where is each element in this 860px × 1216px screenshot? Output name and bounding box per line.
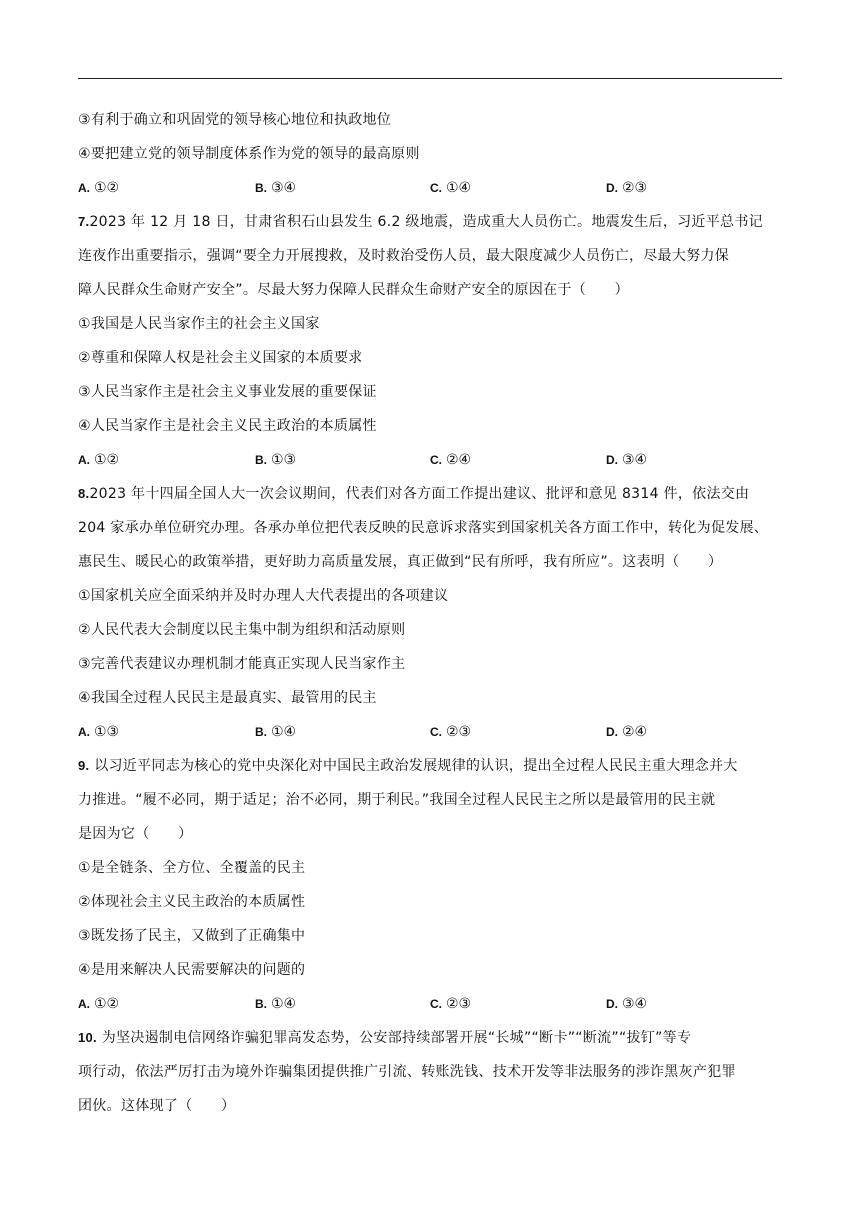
question-9 — [78, 749, 782, 1021]
option-text: ③④ — [622, 452, 648, 468]
statement-item: ③有利于确立和巩固党的领导核心地位和执政地位 — [78, 112, 392, 128]
question-number: 8. — [78, 486, 90, 501]
question-stem — [78, 477, 782, 511]
option-d[interactable] — [606, 443, 647, 477]
option-letter: C. — [430, 997, 442, 1011]
option-text: ②③ — [446, 996, 472, 1012]
option-text: ②③ — [622, 180, 648, 196]
stem-text: 项行动，依法严厉打击为境外诈骗集团提供推广引流、转账洗钱、技术开发等非法服务的涉诈黑灰产犯罪 — [78, 1064, 736, 1080]
question-10 — [78, 1021, 782, 1123]
option-letter: A. — [78, 997, 90, 1011]
question-stem — [78, 205, 782, 239]
statement-item: ②体现社会主义民主政治的本质属性 — [78, 894, 306, 910]
question-stem — [78, 749, 782, 783]
option-letter: B. — [255, 725, 267, 739]
option-d[interactable] — [606, 715, 647, 749]
option-d[interactable] — [606, 171, 647, 205]
stem-text: 力推进。“履不必同，期于适足；治不必同，期于利民。”我国全过程人民民主之所以是最管用的民主就 — [78, 792, 716, 808]
statement-item: ③既发扬了民主，又做到了正确集中 — [78, 928, 306, 944]
option-b[interactable] — [255, 715, 296, 749]
statement-item: ①是全链条、全方位、全覆盖的民主 — [78, 860, 306, 876]
option-text: ③④ — [622, 996, 648, 1012]
stem-text: 惠民生、暖民心的政策举措，更好助力高质量发展，真正做到“民有所呼，我有所应”。这表明（ ） — [78, 554, 723, 570]
option-letter: A. — [78, 181, 90, 195]
option-text: ①② — [94, 180, 120, 196]
statement-item: ③完善代表建议办理机制才能真正实现人民当家作主 — [78, 656, 406, 672]
option-text: ①③ — [94, 724, 120, 740]
statement-item: ③人民当家作主是社会主义事业发展的重要保证 — [78, 384, 377, 400]
stem-text: 204 家承办单位研究办理。各承办单位把代表反映的民意诉求落实到国家机关各方面工作中，转化为促发展、 — [78, 520, 769, 536]
question-number: 7. — [78, 214, 90, 229]
option-a[interactable] — [78, 443, 119, 477]
stem-text: 障人民群众生命财产安全”。尽最大努力保障人民群众生命财产安全的原因在于（ ） — [78, 282, 629, 298]
option-text: ②③ — [446, 724, 472, 740]
stem-text: 以习近平同志为核心的党中央深化对中国民主政治发展规律的认识，提出全过程人民民主重大理念并大 — [89, 758, 738, 774]
answer-options — [78, 715, 782, 749]
option-letter: C. — [430, 453, 442, 467]
stem-text: 2023 年 12 月 18 日，甘肃省积石山县发生 6.2 级地震，造成重大人员伤亡。地震发生后，习近平总书记 — [89, 214, 763, 230]
option-text: ①④ — [446, 180, 472, 196]
option-letter: D. — [606, 725, 618, 739]
statement-item: ②尊重和保障人权是社会主义国家的本质要求 — [78, 350, 363, 366]
statement-item: ②人民代表大会制度以民主集中制为组织和活动原则 — [78, 622, 406, 638]
option-c[interactable] — [430, 171, 471, 205]
answer-options — [78, 987, 782, 1021]
option-text: ①③ — [271, 452, 297, 468]
question-7 — [78, 205, 782, 477]
statement-item: ①我国是人民当家作主的社会主义国家 — [78, 316, 320, 332]
stem-text: 2023 年十四届全国人大一次会议期间，代表们对各方面工作提出建议、批评和意见 8314 件，依法交由 — [89, 486, 750, 502]
option-text: ②④ — [622, 724, 648, 740]
option-letter: B. — [255, 181, 267, 195]
option-c[interactable] — [430, 443, 471, 477]
statement-item: ④要把建立党的领导制度体系作为党的领导的最高原则 — [78, 146, 420, 162]
option-letter: A. — [78, 453, 90, 467]
question-stem — [78, 1021, 782, 1055]
question-content — [78, 103, 782, 1123]
option-text: ①④ — [271, 996, 297, 1012]
option-a[interactable] — [78, 171, 119, 205]
question-number: 10. — [78, 1030, 97, 1045]
option-letter: C. — [430, 181, 442, 195]
option-a[interactable] — [78, 987, 119, 1021]
option-text: ①② — [94, 996, 120, 1012]
option-letter: D. — [606, 453, 618, 467]
question-number: 9. — [78, 758, 90, 773]
question-8 — [78, 477, 782, 749]
statement-item: ④我国全过程人民民主是最真实、最管用的民主 — [78, 690, 377, 706]
header-rule — [78, 78, 782, 79]
option-a[interactable] — [78, 715, 119, 749]
option-text: ②④ — [446, 452, 472, 468]
option-letter: A. — [78, 725, 90, 739]
statement-item: ①国家机关应全面采纳并及时办理人大代表提出的各项建议 — [78, 588, 449, 604]
question-6-tail — [78, 103, 782, 205]
option-c[interactable] — [430, 987, 471, 1021]
answer-options — [78, 171, 782, 205]
statement-item: ④人民当家作主是社会主义民主政治的本质属性 — [78, 418, 377, 434]
option-b[interactable] — [255, 987, 296, 1021]
option-text: ①④ — [271, 724, 297, 740]
answer-options — [78, 443, 782, 477]
option-d[interactable] — [606, 987, 647, 1021]
option-letter: B. — [255, 453, 267, 467]
stem-text: 是因为它（ ） — [78, 826, 193, 842]
option-text: ③④ — [271, 180, 297, 196]
option-text: ①② — [94, 452, 120, 468]
option-letter: B. — [255, 997, 267, 1011]
option-letter: C. — [430, 725, 442, 739]
statement-item: ④是用来解决人民需要解决的问题的 — [78, 962, 306, 978]
option-letter: D. — [606, 997, 618, 1011]
option-c[interactable] — [430, 715, 471, 749]
option-b[interactable] — [255, 171, 296, 205]
stem-text: 为坚决遏制电信网络诈骗犯罪高发态势，公安部持续部署开展“长城”“断卡”“断流”“拔钉”等专 — [96, 1030, 692, 1046]
option-letter: D. — [606, 181, 618, 195]
stem-text: 团伙。这体现了（ ） — [78, 1098, 236, 1114]
stem-text: 连夜作出重要指示，强调“要全力开展搜救，及时救治受伤人员，最大限度减少人员伤亡，尽最大努力保 — [78, 248, 730, 264]
option-b[interactable] — [255, 443, 296, 477]
